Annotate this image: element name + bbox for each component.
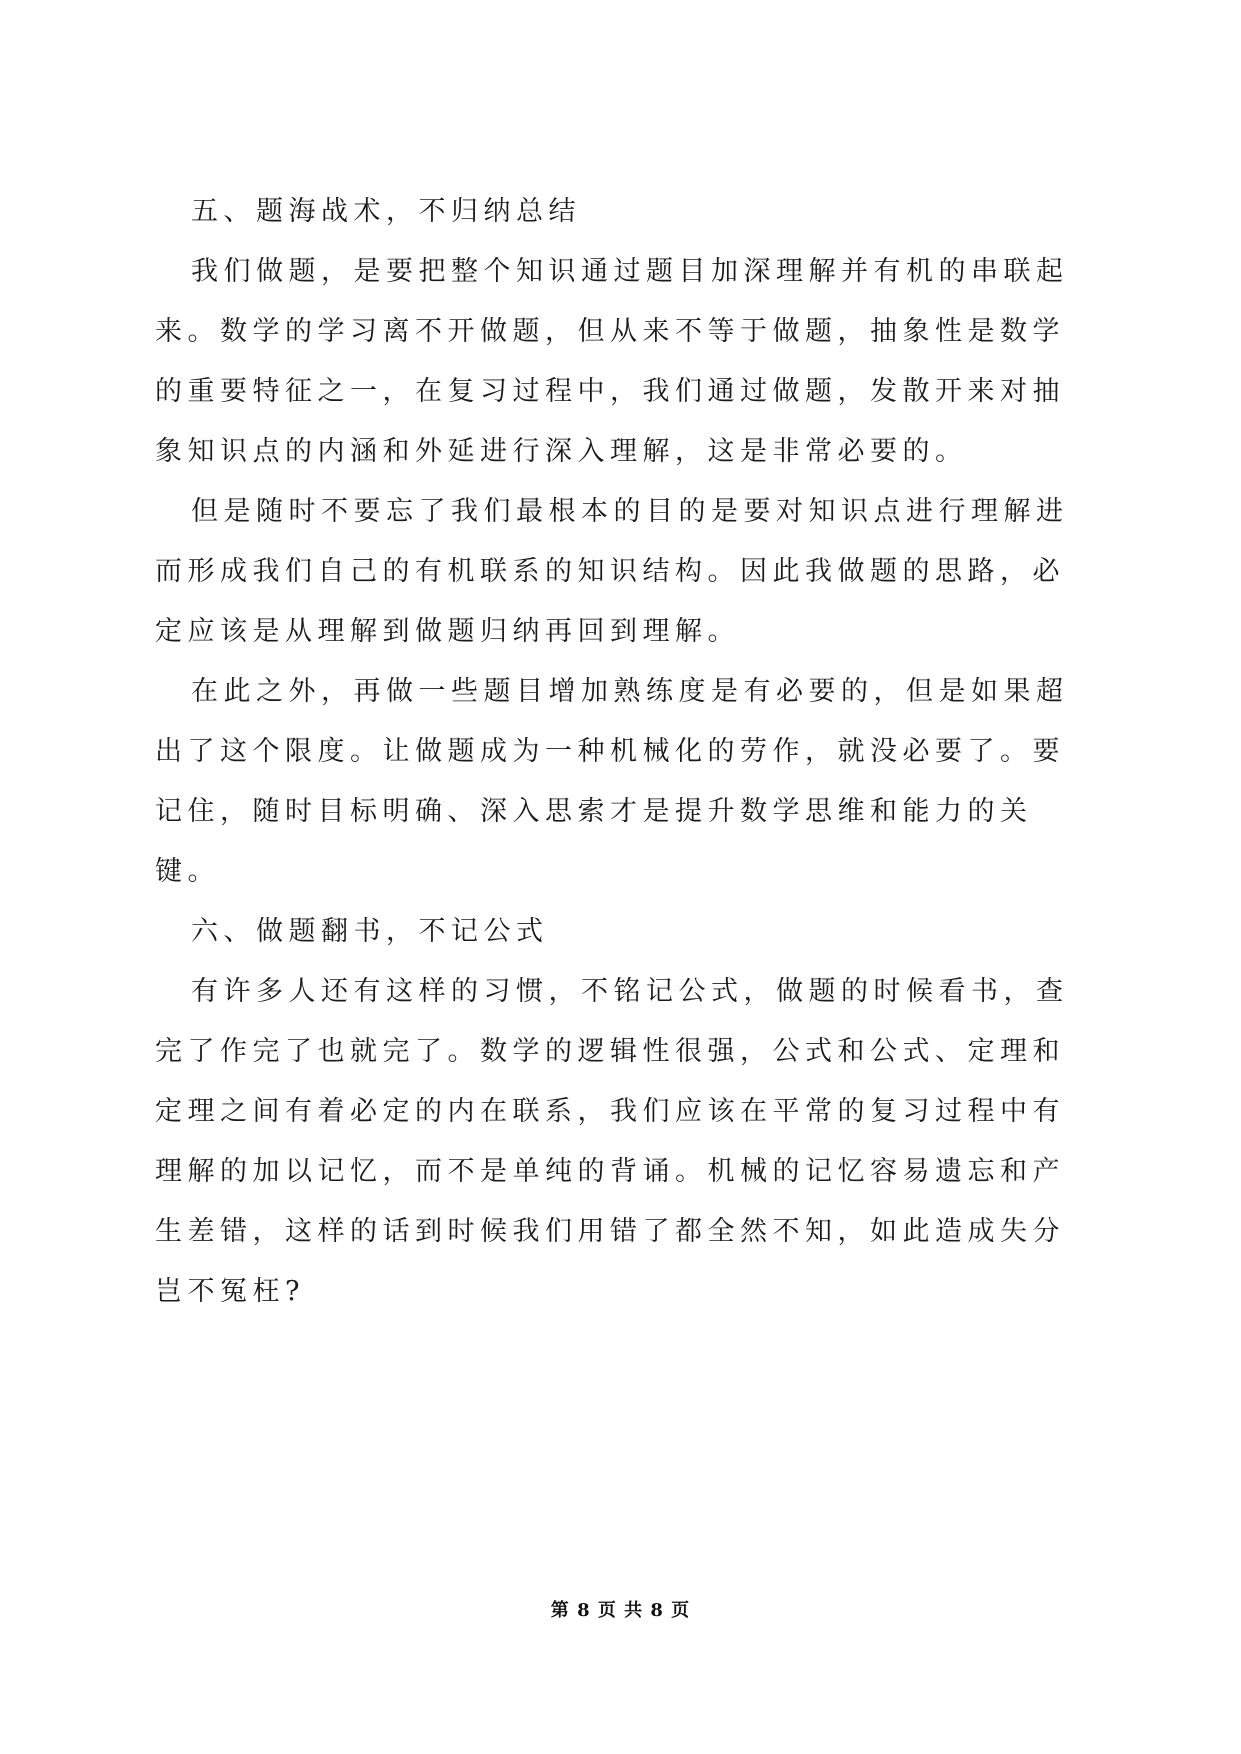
paragraph: 有许多人还有这样的习惯，不铭记公式，做题的时候看书，查完了作完了也就完了。数学的逻辑性很强，公式和公式、定理和定理之间有着必定的内在联系，我们应该在平常的复习过程中有理解的加以记忆，而不是单纯的背诵。机械的记忆容易遗忘和产生差错，这样的话到时候我们用错了都全然不知，如此造成失分岂不冤枉? (155, 976, 1069, 1307)
paragraph: 但是随时不要忘了我们最根本的目的是要对知识点进行理解进而形成我们自己的有机联系的知识结构。因此我做题的思路，必定应该是从理解到做题归纳再回到理解。 (155, 496, 1069, 647)
paragraph: 我们做题，是要把整个知识通过题目加深理解并有机的串联起来。数学的学习离不开做题，但从来不等于做题，抽象性是数学的重要特征之一，在复习过程中，我们通过做题，发散开来对抽象知识点的内涵和外延进行深入理解，这是非常必要的。 (155, 256, 1069, 467)
document-body (155, 182, 1095, 1322)
section-heading: 六、做题翻书，不记公式 (191, 916, 549, 947)
page-number-footer: 第 8 页 共 8 页 (550, 1600, 691, 1621)
section-heading: 五、题海战术，不归纳总结 (191, 196, 581, 227)
paragraph: 在此之外，再做一些题目增加熟练度是有必要的，但是如果超出了这个限度。让做题成为一种机械化的劳作，就没必要了。要记住，随时目标明确、深入思索才是提升数学思维和能力的关键。 (155, 676, 1069, 887)
